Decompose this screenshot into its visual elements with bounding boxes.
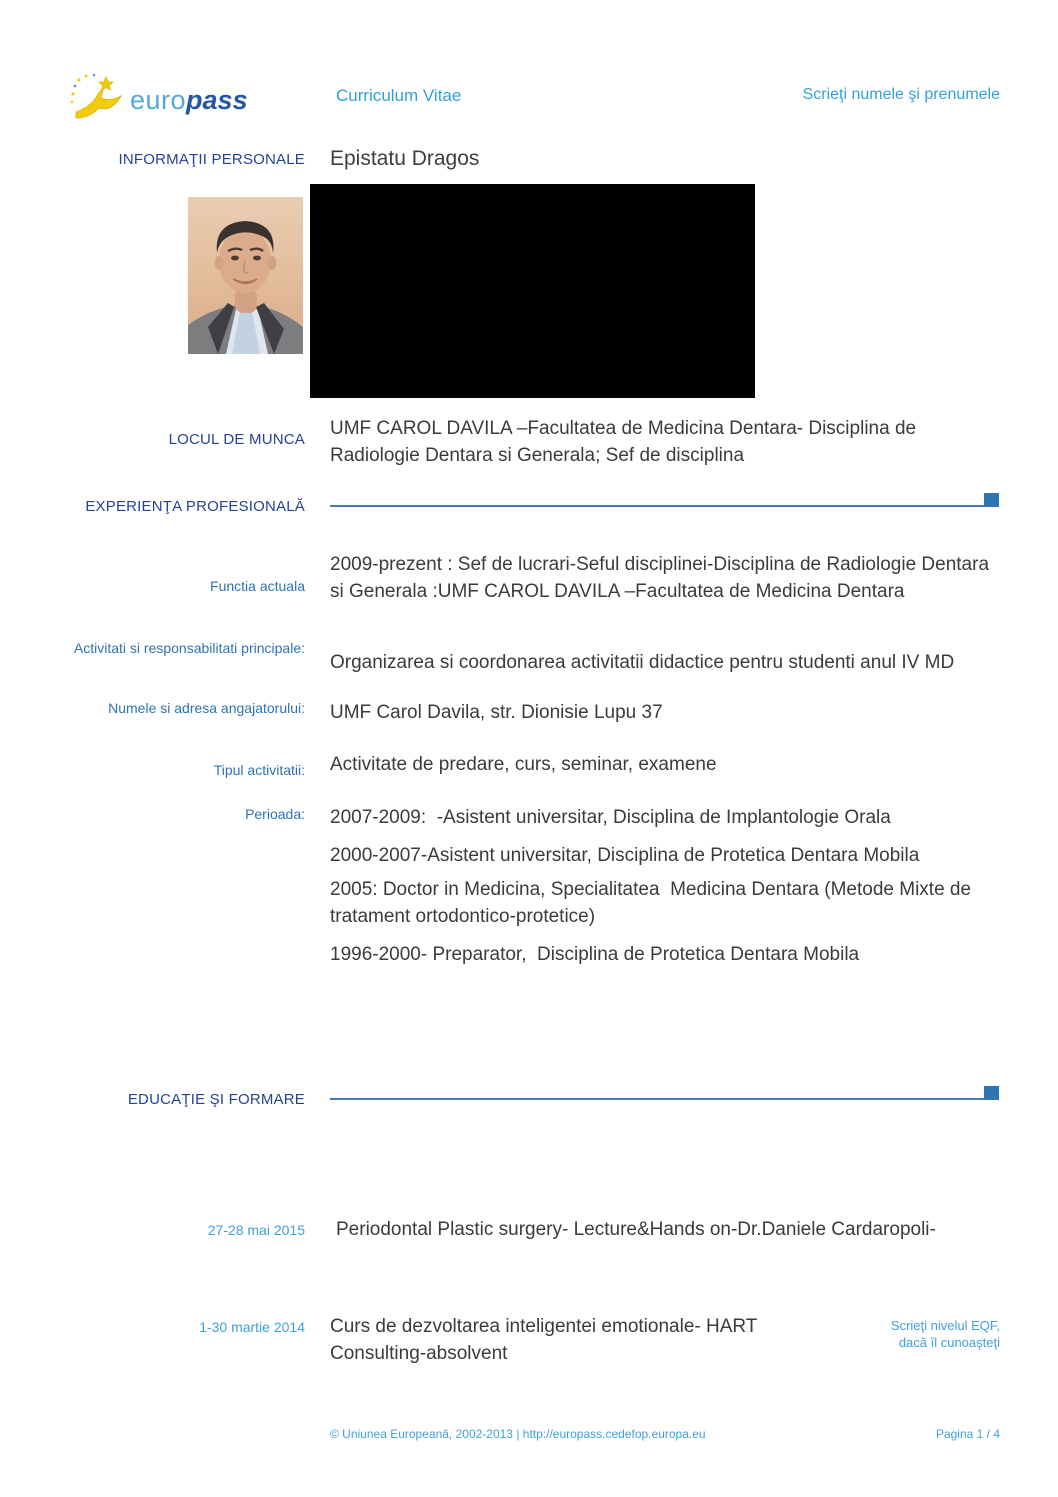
label-locul-de-munca: LOCUL DE MUNCA: [168, 431, 305, 448]
section-educatie-formare: EDUCAŢIE ŞI FORMARE: [127, 1091, 305, 1108]
profile-photo: [188, 197, 303, 354]
europass-logo: [68, 72, 248, 129]
perioada-entry: 2007-2009: -Asistent universitar, Disciplina de Implantologie Orala: [330, 807, 891, 828]
education-entry-text: Periodontal Plastic surgery- Lecture&Hands on-Dr.Daniele Cardaropoli-: [336, 1219, 936, 1240]
label-perioada: Perioada:: [245, 806, 305, 822]
section-experienta-profesionala: EXPERIENŢA PROFESIONALĂ: [85, 498, 305, 515]
education-divider-square: [984, 1086, 999, 1100]
workplace-value: UMF CAROL DAVILA –Facultatea de Medicina Dentara- Disciplina de Radiologie Dentara si Generala; Sef de disciplina: [330, 418, 922, 466]
education-date: 1-30 martie 2014: [199, 1319, 305, 1335]
footer-page-number: Pagina 1 / 4: [935, 1427, 1000, 1441]
perioada-entry: 1996-2000- Preparator, Disciplina de Protetica Dentara Mobila: [330, 944, 860, 965]
education-divider-line: [330, 1098, 998, 1100]
tipul-value: Activitate de predare, curs, seminar, examene: [330, 754, 717, 775]
activitati-value: Organizarea si coordonarea activitatii didactice pentru studenti anul IV MD: [330, 652, 955, 673]
doc-type-title: Curriculum Vitae: [336, 86, 462, 105]
europass-figure-icon: [68, 72, 126, 129]
label-tipul-activitatii: Tipul activitatii:: [213, 762, 305, 778]
person-name: Epistatu Dragos: [330, 147, 480, 170]
section-informatii-personale: INFORMAŢII PERSONALE: [118, 151, 305, 168]
functia-actuala-value: 2009-prezent : Sef de lucrari-Seful disciplinei-Disciplina de Radiologie Dentara si Generala :UMF CAROL DAVILA –Facultatea de Medicina Dentara: [330, 554, 995, 602]
eqf-hint-line2: dacă îl cunoaşteţi: [898, 1335, 1000, 1350]
label-functia-actuala: Functia actuala: [210, 578, 305, 594]
footer-copyright: © Uniunea Europeană, 2002-2013 | http://europass.cedefop.europa.eu: [330, 1427, 706, 1441]
angajator-value: UMF Carol Davila, str. Dionisie Lupu 37: [330, 702, 663, 723]
label-numele-angajatorului: Numele si adresa angajatorului:: [108, 700, 305, 716]
experience-divider-line: [330, 505, 998, 507]
perioada-entry: 2000-2007-Asistent universitar, Disciplina de Protetica Dentara Mobila: [330, 845, 920, 866]
name-placeholder-hint: Scrieţi numele şi prenumele: [802, 86, 1000, 103]
education-date: 27-28 mai 2015: [207, 1222, 305, 1238]
redacted-contact-block: [310, 184, 755, 398]
eqf-level-hint: [820, 1317, 1000, 1351]
label-activitati-responsabilitati: Activitati si responsabilitati principale:: [73, 640, 305, 656]
education-entry-text: Curs de dezvoltarea inteligentei emotionale- HART Consulting-absolvent: [330, 1316, 763, 1364]
eqf-hint-line1: Scrieţi nivelul EQF,: [890, 1318, 1000, 1333]
perioada-entry: 2005: Doctor in Medicina, Specialitatea Medicina Dentara (Metode Mixte de tratament ortodontico-protetice): [330, 879, 977, 927]
logo-text-pass: pass: [186, 85, 248, 115]
experience-divider-square: [984, 493, 999, 507]
logo-text-euro: euro: [130, 85, 187, 115]
